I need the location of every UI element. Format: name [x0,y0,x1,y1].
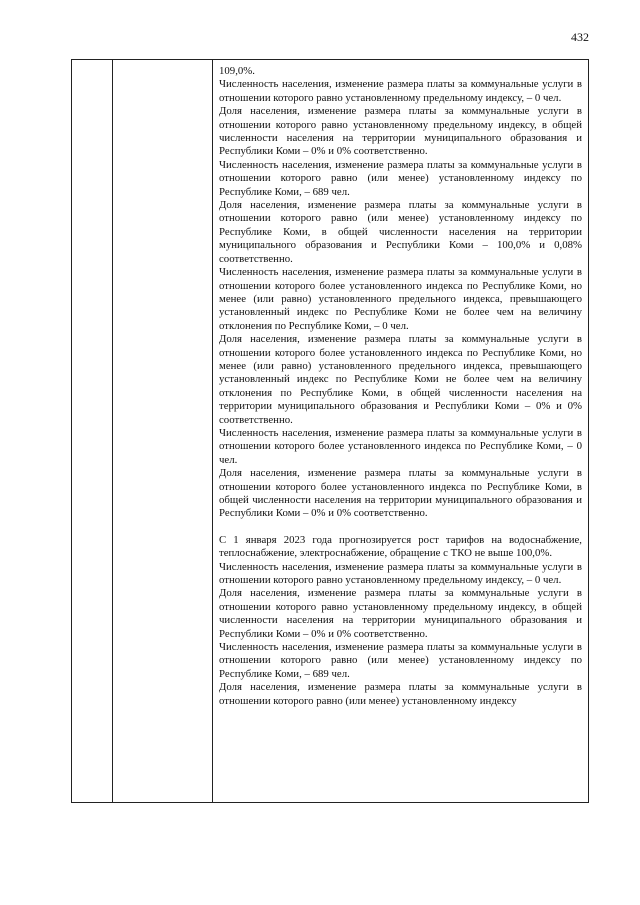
paragraph: Доля населения, изменение размера платы за коммунальные услуги в отношении которого более установленного индекса по Республике Коми, но менее (или равно) установленного предельного индекса, превышающего установленный индекс по Республике Коми не более чем на величину отклонения по Республике Коми, в общей численности населения на территории муниципального образования и Республики Коми – 0% и 0% соответственно. [219,333,582,426]
paragraph: Численность населения, изменение размера платы за коммунальные услуги в отношении которого равно установленному предельному индексу, – 0 чел. [219,560,582,587]
paragraph: Численность населения, изменение размера платы за коммунальные услуги в отношении которого более установленного индекса по Республике Коми, но менее (или равно) установленного предельного индекса, превышающего установленный индекс по Республике Коми не более чем на величину отклонения по Республике Коми, – 0 чел. [219,266,582,332]
table-column-1 [72,60,113,802]
paragraph: 109,0%. [219,65,255,77]
paragraph: Доля населения, изменение размера платы за коммунальные услуги в отношении которого равно установленному предельному индексу, в общей численности населения на территории муниципального образования и Республики Коми – 0% и 0% соответственно. [219,587,582,640]
paragraph: Численность населения, изменение размера платы за коммунальные услуги в отношении которого равно (или менее) установленному индексу по Республике Коми, – 689 чел. [219,641,582,680]
table-column-text [213,60,588,802]
paragraph: Доля населения, изменение размера платы за коммунальные услуги в отношении которого равно установленному предельному индексу, в общей численности населения на территории муниципального образования и Республики Коми – 0% и 0% соответственно. [219,105,582,158]
paragraph-gap [219,521,582,534]
page-number: 432 [571,30,589,44]
paragraph: Доля населения, изменение размера платы за коммунальные услуги в отношении которого равно (или менее) установленному индексу [219,681,582,707]
paragraph: Численность населения, изменение размера платы за коммунальные услуги в отношении которого более установленного индекса по Республике Коми, – 0 чел. [219,426,582,466]
paragraph: С 1 января 2023 года прогнозируется рост тарифов на водоснабжение, теплоснабжение, электроснабжение, обращение с ТКО не выше 100,0%. [219,533,582,560]
document-table [71,59,589,803]
table-column-2 [113,60,213,802]
paragraph: Доля населения, изменение размера платы за коммунальные услуги в отношении которого равно (или менее) установленному индексу по Республике Коми, в общей численности населения на территории муниципального образования и Республики Коми – 100,0% и 0,08% соответственно. [219,199,582,265]
paragraph: Доля населения, изменение размера платы за коммунальные услуги в отношении которого более установленного индекса по Республике Коми, в общей численности населения на территории муниципального образования и Республики Коми – 0% и 0% соответственно. [219,467,582,520]
paragraph: Численность населения, изменение размера платы за коммунальные услуги в отношении которого равно установленному предельному индексу, – 0 чел. [219,78,582,104]
paragraph: Численность населения, изменение размера платы за коммунальные услуги в отношении которого равно (или менее) установленному индексу по Республике Коми, – 689 чел. [219,158,582,198]
